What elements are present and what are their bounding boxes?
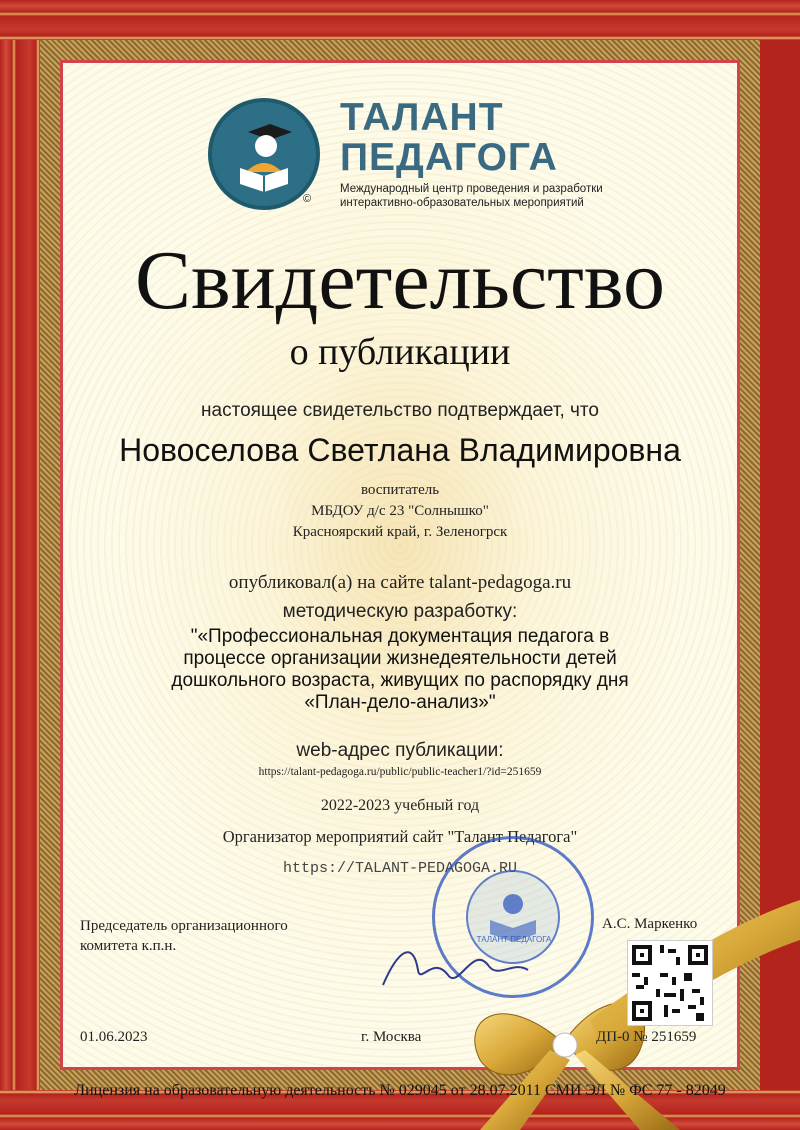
certificate-title: Свидетельство <box>135 234 665 327</box>
copyright-mark: © <box>303 193 312 205</box>
web-address-link[interactable]: https://talant-pedagoga.ru/public/public-teacher1/?id=251659 <box>258 766 542 778</box>
brand-name-line2: ПЕДАГОГА <box>340 136 558 179</box>
published-text: опубликовал(а) на сайте talant-pedagoga.ru <box>228 572 572 593</box>
person-region: Красноярский край, г. Зеленогрск <box>292 524 508 540</box>
web-address-label: web-адрес публикации: <box>296 740 504 761</box>
license-text: Лицензия на образовательную деятельность № 029045 от 28.07.2011 СМИ ЭЛ № ФС 77 - 82049 <box>74 1082 726 1099</box>
issue-date: 01.06.2023 <box>80 1029 148 1045</box>
confirm-text: настоящее свидетельство подтверждает, что <box>201 400 599 421</box>
person-position: воспитатель <box>360 482 440 498</box>
chair-line2: комитета к.п.н. <box>80 938 177 954</box>
person-name: Новоселова Светлана Владимировна <box>119 432 681 468</box>
signer-name: А.С. Маркенко <box>602 916 698 932</box>
teacher-book-icon <box>212 102 316 206</box>
issue-city: г. Москва <box>361 1029 422 1045</box>
chair-line1: Председатель организационного <box>80 918 288 934</box>
site-url: https://TALANT-PEDAGOGA.RU <box>282 860 518 877</box>
person-organization: МБДОУ д/с 23 "Солнышко" <box>311 503 489 519</box>
document-number: ДП-0 № 251659 <box>596 1029 697 1045</box>
method-label: методическую разработку: <box>282 601 518 622</box>
work-title: "«Профессиональная документация педагога в процессе организации жизнедеятельности детей дошкольного возраста, живущих по распорядку дня «План-дело-анализ»" <box>171 626 629 713</box>
stamp-label: ТАЛАНТ ПЕДАГОГА <box>476 935 552 944</box>
brand-name-line1: ТАЛАНТ <box>340 96 504 139</box>
qr-pattern <box>628 941 712 1025</box>
organizer-text: Организатор мероприятий сайт "Талант Педагога" <box>222 827 578 846</box>
school-year: 2022-2023 учебный год <box>320 797 480 814</box>
certificate-subtitle: о публикации <box>289 331 511 373</box>
qr-code-icon[interactable] <box>627 940 713 1026</box>
frame-top <box>0 0 800 40</box>
chair-title <box>80 916 288 956</box>
brand-tagline: Международный центр проведения и разработки интерактивно-образовательных мероприятий <box>340 183 603 209</box>
